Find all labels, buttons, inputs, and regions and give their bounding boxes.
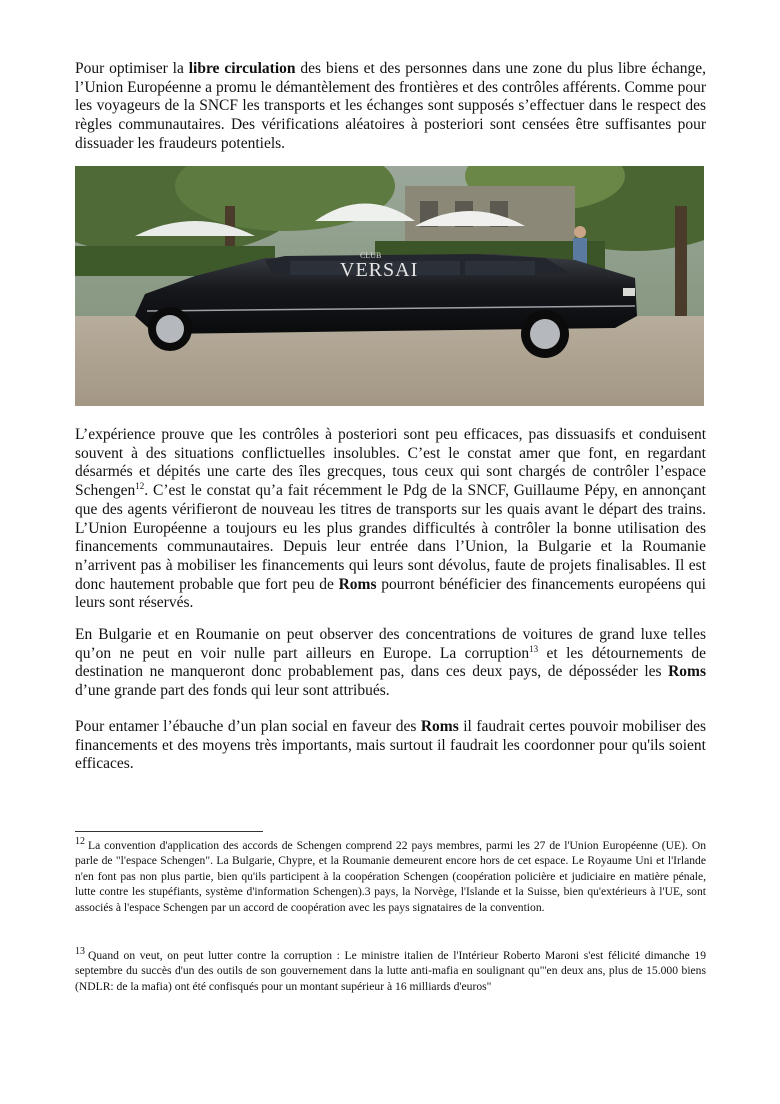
text: et les détournements de destination ne manqueront donc probablement pas, dans ces deux pays, de déposséder les: [75, 644, 706, 681]
footnote-13: [75, 948, 706, 994]
paragraph-controls: [75, 426, 706, 613]
text: . C’est le constat qu’a fait récemment le Pdg de la SNCF, Guillaume Pépy, en annonçant que des agents vérifieront de nouveau les titres de transports sur les quais avant le départ des trains. L’Union Européenne a toujours eu les plus grandes difficultés à contrôler la bonne utilisation des financements communautaires. Depuis leur entrée dans l’Union, la Bulgarie et la Roumanie n’arrivent pas à mobiliser les financements qui leurs sont dévolus, faute de projets finalisables. Il est donc hautement probable que fort peu de: [75, 482, 706, 593]
bold-term: Roms: [420, 718, 459, 735]
text: En Bulgarie et en Roumanie on peut observer des concentrations de voitures de grand luxe telles qu’on ne peut en voir nulle part ailleurs en Europe. La corruption: [75, 626, 706, 662]
limousine-photo: [75, 166, 704, 406]
footnote-ref-13[interactable]: 13: [529, 643, 539, 654]
text: L’expérience prouve que les contrôles à posteriori sont peu efficaces, pas dissuasifs et conduisent souvent à des situations conflictuelles insolubles. C’est le constat amer que font, en regardant désarmés et dépités une carte des îles grecques, tous ceux qui sont chargés de contrôler l’espace Schengen: [75, 426, 706, 500]
paragraph-corruption: [75, 626, 706, 701]
brand-logo-text: VERSAI: [340, 259, 419, 281]
text: Pour optimiser la: [75, 60, 189, 77]
text: Pour entamer l’ébauche d’un plan social en faveur des: [75, 718, 421, 735]
bold-term: Roms: [668, 663, 706, 681]
footnote-number: 12: [75, 836, 85, 848]
text: des biens et des personnes dans une zone du plus libre échange, l’Union Européenne a promu le démantèlement des frontières et des contrôles afférents. Comme pour les voyageurs de la SNCF les transports et les échanges sont supposés s’effectuer dans le respect des règles communautaires. Des vérifications aléatoires à posteriori sont censées être suffisantes pour dissuader les fraudeurs potentiels.: [75, 60, 706, 152]
club-text: CLUB: [360, 251, 382, 260]
paragraph-intro: [75, 60, 706, 154]
text: d’une grande part des fonds qui leur sont attribués.: [75, 682, 390, 700]
footnote-text: Quand on veut, on peut lutter contre la corruption : Le ministre italien de l'Intérieur Roberto Maroni s'est félicité dimanche 19 septembre du succès d'un des outils de son gouvernement dans la lutte anti-mafia en soulignant qu"'en deux ans, plus de 15.000 biens (NDLR: de la mafia) ont été confisqués pour un montant supérieur à 16 milliards d'euros": [75, 949, 706, 993]
footnote-separator: [75, 831, 263, 832]
paragraph-plan-social: [75, 718, 706, 774]
footnote-ref-12[interactable]: 12: [135, 480, 145, 491]
limousine-image: [75, 166, 704, 406]
footnote-12: [75, 838, 706, 915]
text: pourront bénéficier des financements européens qui leurs sont réservés.: [75, 575, 706, 612]
bold-term: Roms: [338, 575, 377, 593]
footnote-number: 13: [75, 946, 85, 958]
text: il faudrait certes pouvoir mobiliser des financements et des moyens très importants, mais surtout il faudrait les coordonner pour qu'ils soient efficaces.: [75, 718, 706, 773]
bold-term: libre circulation: [188, 60, 296, 77]
footnote-text: La convention d'application des accords de Schengen comprend 22 pays membres, parmi les 27 de l'Union Européenne (UE). On parle de "l'espace Schengen". La Bulgarie, Chypre, et la Roumanie demeurent encore hors de cet espace. Le Royaume Uni et l'Irlande n'en font pas non plus partie, bien qu'ils participent à la coopération Schengen (coopération policière et judiciaire en matière pénale, lutte contre les stupéfiants, système d'information Schengen).3 pays, la Norvège, l'Islande et la Suisse, bien qu'extérieurs à l'UE, sont associés à l'espace Schengen par un accord de coopération avec les pays signataires de la convention.: [75, 839, 706, 914]
